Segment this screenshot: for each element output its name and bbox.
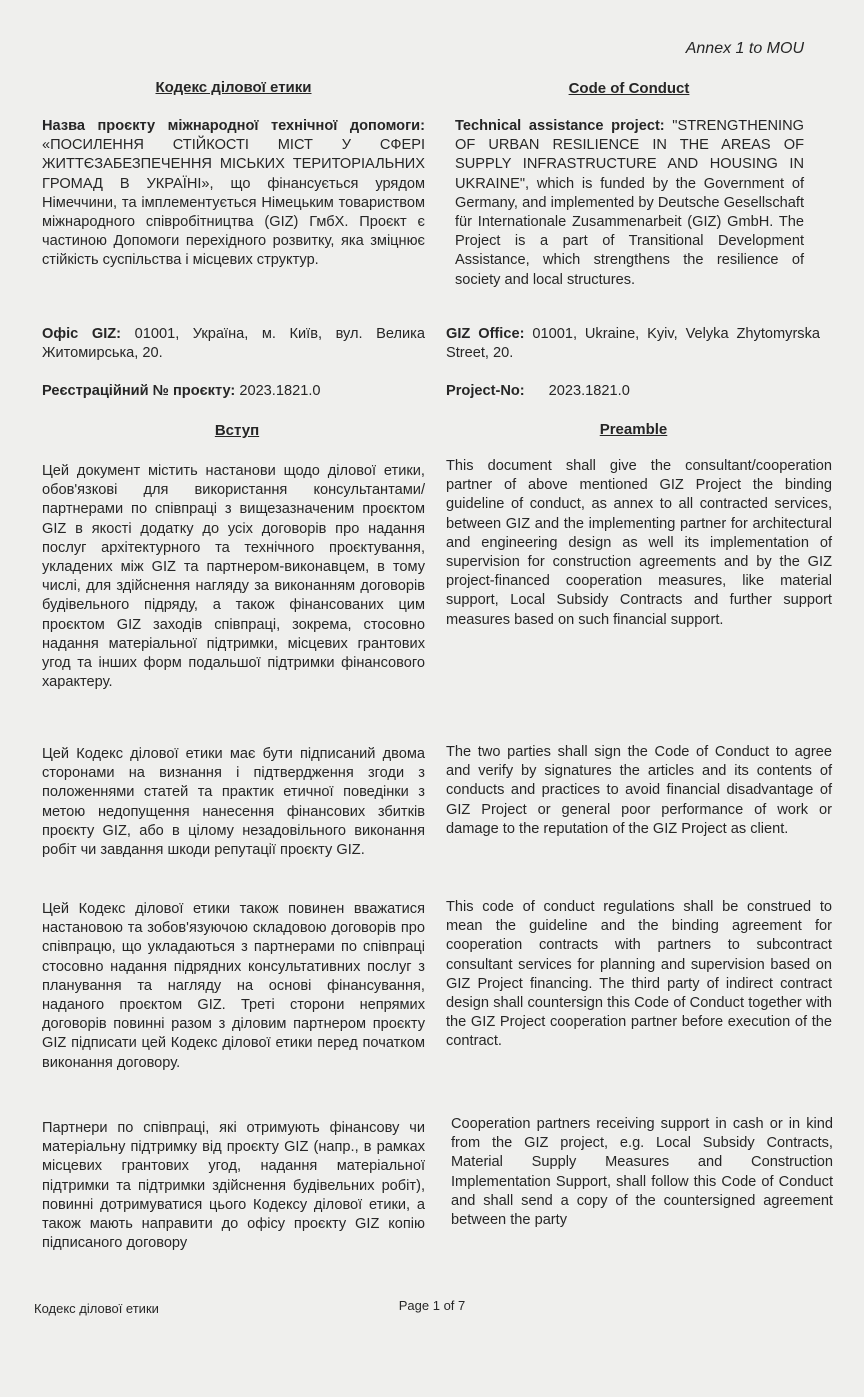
uk-project-text: «ПОСИЛЕННЯ СТІЙКОСТІ МІСТ У СФЕРІ ЖИТТЄЗАБЕЗПЕЧЕННЯ МІСЬКИХ ТЕРИТОРІАЛЬНИХ ГРОМАД В УКРАЇНІ», що фінансується урядом Німеччини, та імплементується Німецьким товариством міжнародного співробітництва (GIZ) ГмбХ. Проєкт є частиною Допомоги перехідного розвитку, яка зміцнює стійкість суспільства і місцевих структур.: [42, 137, 425, 269]
en-project-block: [455, 117, 804, 290]
uk-projno-value: 2023.1821.0: [235, 383, 321, 399]
uk-preamble-heading: Вступ: [214, 422, 260, 439]
uk-title: Кодекс ділової етики: [155, 79, 312, 96]
en-paragraph-3: This code of conduct regulations shall be construed to mean the guideline and the binding agreement for cooperation contracts with partners to subcontract consultant services for planning and supervision based on GIZ Project financing. The third party of indirect contract design shall countersign this Code of Conduct together with the GIZ Project cooperation partner before execution of the contract.: [446, 899, 832, 1050]
footer-document-name: Кодекс ділової етики: [34, 1301, 159, 1316]
uk-projno-line: [42, 382, 321, 401]
en-paragraph-2: The two parties shall sign the Code of Conduct to agree and verify by signatures the articles and its contents of conducts and practices to avoid financial disadvantage of GIZ Project or general poor performance of work or damage to the reputation of the GIZ Project as client.: [446, 744, 832, 837]
en-preamble-heading: Preamble: [599, 421, 668, 438]
page-number: Page 1 of 7: [398, 1298, 466, 1313]
en-project-label: Technical assistance project:: [455, 118, 665, 134]
uk-paragraph-1: Цей документ містить настанови щодо ділової етики, обов'язкові для використання консультантами/партнерами по співпраці з вищезазначеним проєктом GIZ в якості додатку до усіх договорів про надання послуг архітектурного та технічного проєктування, укладених між GIZ та партнером-виконавцем, в тому числі, для здійснення нагляду за виконанням договорів будівельного підряду, а також фінансованих цим проєктом GIZ заходів співпраці, зокрема, стосовно надання матеріальної підтримки, місцевих грантових угод та інших форм подальшої підтримки фінансового характеру.: [42, 463, 425, 691]
uk-paragraph-4: Партнери по співпраці, які отримують фінансову чи матеріальну підтримку від проєкту GIZ (напр., в рамках місцевих грантових угод, надання матеріальної підтримки та підтримки здійснення будівельних робіт), повинні дотримуватися цього Кодексу ділової етики, а також мають направити до офісу проєкту GIZ копію підписаного договору: [42, 1120, 425, 1252]
en-office-text: 01001, Ukraine, Kyiv, Velyka Zhytomyrska Street, 20.: [446, 326, 821, 362]
uk-office-text: 01001, Україна, м. Київ, вул. Велика Житомирська, 20.: [42, 326, 426, 362]
en-paragraph-4: Cooperation partners receiving support in cash or in kind from the GIZ project, e.g. Local Subsidy Contracts, Material Supply Measures and Construction Implementation Support, shall follow this Code of Conduct and shall send a copy of the countersigned agreement between the party: [451, 1116, 833, 1229]
en-projno-value: 2023.1821.0: [548, 383, 630, 399]
uk-project-block: [42, 117, 425, 271]
uk-office-block: [42, 325, 425, 363]
en-office-label: GIZ Office:: [446, 326, 525, 342]
annex-label: Annex 1 to MOU: [685, 40, 804, 57]
en-projno-line: [446, 382, 630, 401]
uk-project-label: Назва проєкту міжнародної технічної допомоги:: [42, 118, 425, 134]
uk-paragraph-2: Цей Кодекс ділової етики має бути підписаний двома сторонами на визнання і підтвердження згоди з положеннями статей та практик етичної поведінки з метою недопущення нанесення фінансових збитків проєкту GIZ, або в цілому незадовільного виконання робіт чи завдання шкоди репутації проєкту GIZ.: [42, 746, 425, 859]
uk-paragraph-3: Цей Кодекс ділової етики також повинен вважатися настановою та зобов'язуючою складовою договорів про співпрацю, що укладаються з партнерами по співпраці стосовно надання підрядних консультативних послуг з планування та нагляду на основі фінансування, наданого проєктом GIZ. Треті сторони непрямих договорів повинні разом з діловим партнером проєкту GIZ підписати цей Кодекс ділової етики перед початком виконання договору.: [42, 901, 425, 1071]
en-paragraph-1: This document shall give the consultant/cooperation partner of above mentioned GIZ Project the binding guideline of conduct, as annex to all contracted services, between GIZ and the implementing partner for architectural and engineering design as well its implementation of supervision for construction agreements and by the GIZ project-financed cooperation measures, like material support, Local Subsidy Contracts and further support measures based on such financial support.: [446, 458, 832, 628]
en-projno-label: Project-No:: [446, 383, 525, 399]
en-office-block: [446, 325, 820, 363]
uk-projno-label: Реєстраційний № проєкту:: [42, 383, 236, 399]
en-project-text: "STRENGTHENING OF URBAN RESILIENCE IN THE AREAS OF SUPPLY INFRASTRUCTURE AND HOUSING IN UKRAINE", which is funded by the Government of Germany, and implemented by Deutsche Gesellschaft für Internationale Zusammenarbeit (GIZ) GmbH. The Project is a part of Transitional Development Assistance, which strengthens the resilience of society and local structures.: [455, 118, 804, 288]
en-title: Code of Conduct: [568, 80, 690, 97]
uk-office-label: Офіс GIZ:: [42, 326, 122, 342]
